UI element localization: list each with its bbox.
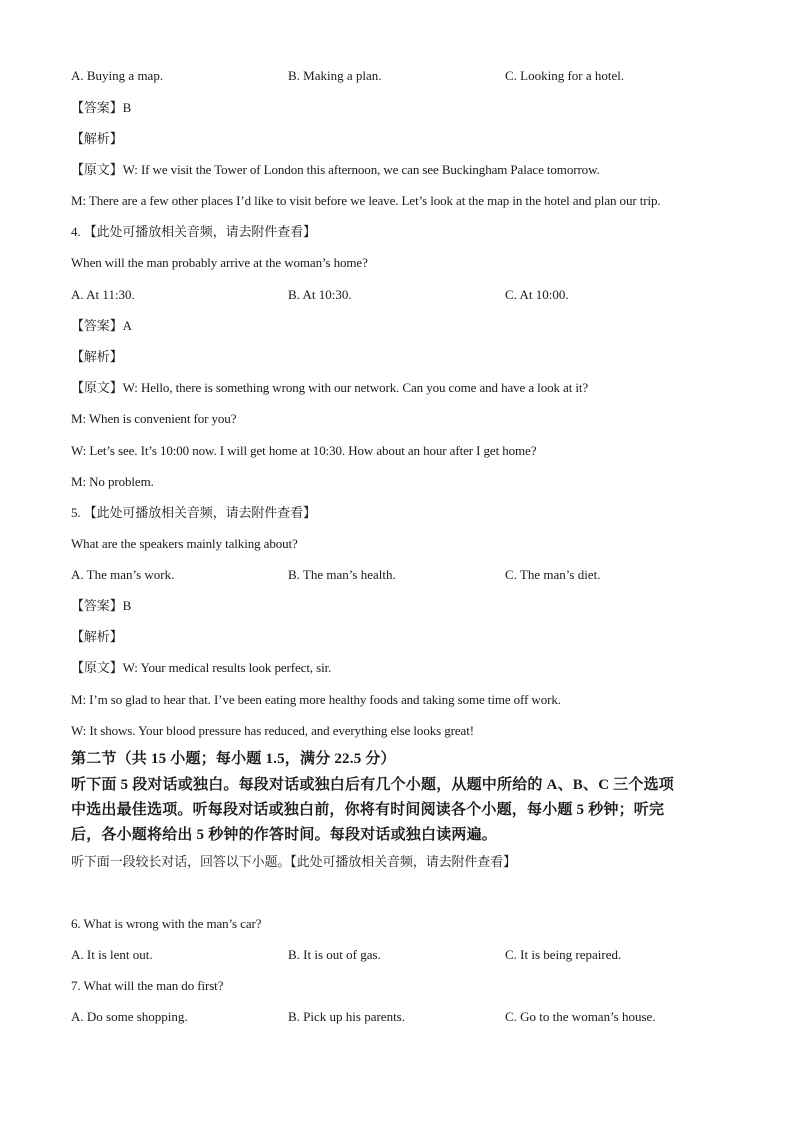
q3-option-a: A. Buying a map. bbox=[71, 68, 164, 83]
q5-transcript-line: M: I’m so glad to hear that. I’ve been eating more healthy foods and taking some time off work. bbox=[71, 692, 561, 707]
q3-transcript-line: 【原文】W: If we visit the Tower of London this afternoon, we can see Buckingham Palace tomorrow. bbox=[71, 162, 600, 177]
q6-option-a: A. It is lent out. bbox=[71, 947, 153, 962]
q4-analysis-label: 【解析】 bbox=[71, 349, 123, 364]
q6-option-b: B. It is out of gas. bbox=[288, 947, 381, 962]
q3-option-c: C. Looking for a hotel. bbox=[505, 68, 625, 83]
q4-transcript-line: 【原文】W: Hello, there is something wrong with our network. Can you come and have a look at it? bbox=[71, 380, 589, 395]
q5-option-b: B. The man’s health. bbox=[288, 567, 396, 582]
q4-question: When will the man probably arrive at the woman’s home? bbox=[71, 255, 368, 270]
q4-option-c: C. At 10:00. bbox=[505, 287, 569, 302]
q7-question: 7. What will the man do first? bbox=[71, 978, 224, 993]
q7-option-a: A. Do some shopping. bbox=[71, 1009, 188, 1024]
q4-transcript-line: M: No problem. bbox=[71, 474, 154, 489]
section-2-title: 第二节（共 15 小题；每小题 1.5，满分 22.5 分） bbox=[71, 751, 396, 767]
q3-transcript-line: M: There are a few other places I’d like to visit before we leave. Let’s look at the map in the hotel and plan our trip. bbox=[71, 193, 661, 208]
q3-option-b: B. Making a plan. bbox=[288, 68, 382, 83]
section-2-instruction-line: 后，各小题将给出 5 秒钟的作答时间。每段对话或独白读两遍。 bbox=[71, 827, 498, 843]
q7-option-b: B. Pick up his parents. bbox=[288, 1009, 405, 1024]
q3-analysis-label: 【解析】 bbox=[71, 131, 123, 146]
section-2-prompt: 听下面一段较长对话，回答以下小题。【此处可播放相关音频，请去附件查看】 bbox=[71, 854, 517, 869]
q5-header: 5. 【此处可播放相关音频，请去附件查看】 bbox=[71, 505, 316, 520]
q5-transcript-line: 【原文】W: Your medical results look perfect, sir. bbox=[71, 660, 332, 675]
q5-analysis-label: 【解析】 bbox=[71, 629, 123, 644]
q5-option-c: C. The man’s diet. bbox=[505, 567, 601, 582]
q5-question: What are the speakers mainly talking about? bbox=[71, 536, 298, 551]
section-2-instruction-line: 中选出最佳选项。听每段对话或独白前，你将有时间阅读各个小题，每小题 5 秒钟；听完 bbox=[71, 802, 665, 818]
q3-answer: 【答案】B bbox=[71, 100, 132, 115]
q4-option-a: A. At 11:30. bbox=[71, 287, 135, 302]
q6-question: 6. What is wrong with the man’s car? bbox=[71, 916, 262, 931]
section-2-instruction-line: 听下面 5 段对话或独白。每段对话或独白后有几个小题，从题中所给的 A、B、C 三个选项 bbox=[71, 777, 674, 793]
q4-header: 4. 【此处可播放相关音频，请去附件查看】 bbox=[71, 224, 316, 239]
q4-answer: 【答案】A bbox=[71, 318, 132, 333]
q4-transcript-line: M: When is convenient for you? bbox=[71, 411, 237, 426]
q5-transcript-line: W: It shows. Your blood pressure has reduced, and everything else looks great! bbox=[71, 723, 474, 738]
q7-option-c: C. Go to the woman’s house. bbox=[505, 1009, 656, 1024]
q4-option-b: B. At 10:30. bbox=[288, 287, 352, 302]
q6-option-c: C. It is being repaired. bbox=[505, 947, 622, 962]
q5-option-a: A. The man’s work. bbox=[71, 567, 175, 582]
q5-answer: 【答案】B bbox=[71, 598, 132, 613]
q4-transcript-line: W: Let’s see. It’s 10:00 now. I will get home at 10:30. How about an hour after I get home? bbox=[71, 443, 537, 458]
